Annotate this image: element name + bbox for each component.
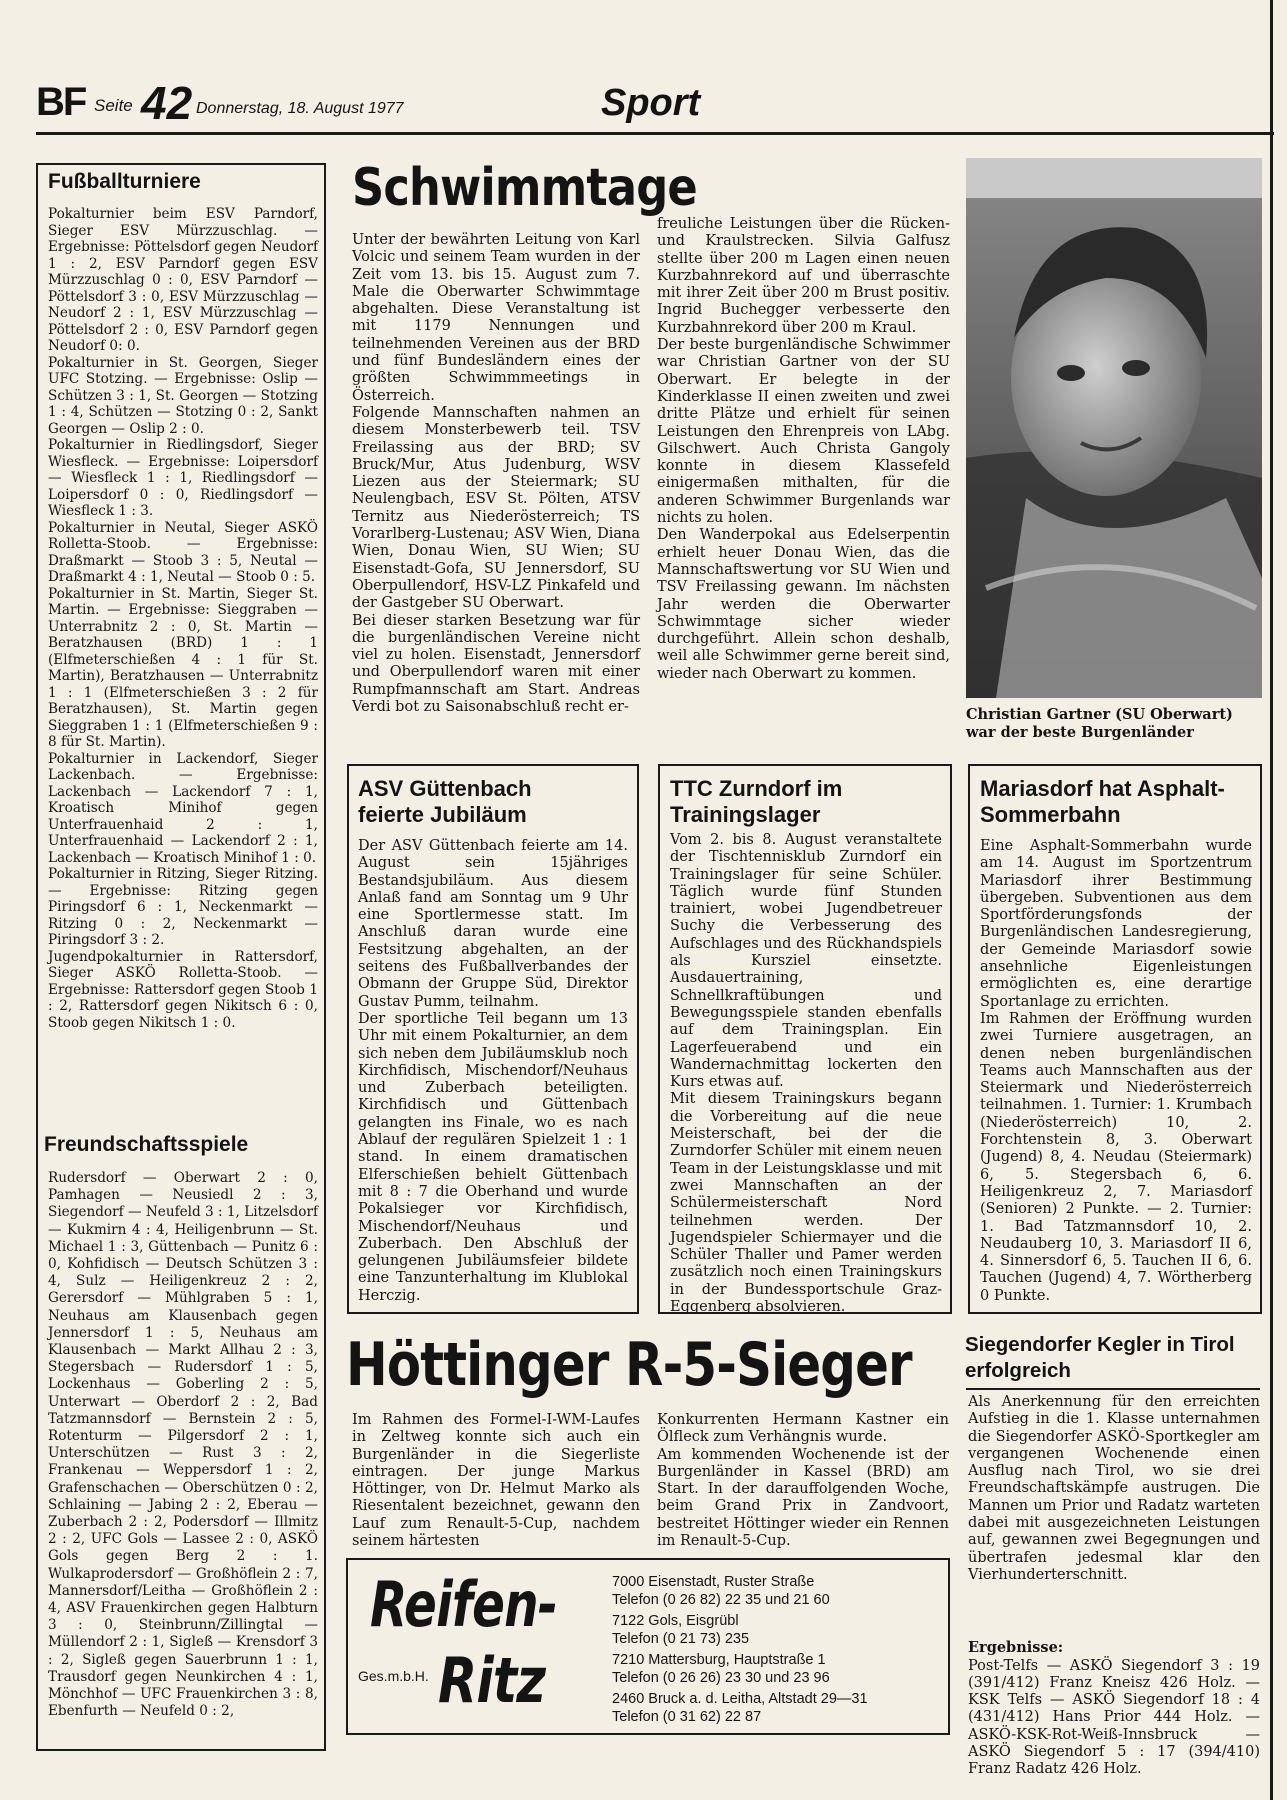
headline-siegendorf: Siegendorfer Kegler in Tirol erfolgreich — [965, 1333, 1235, 1382]
masthead-rule — [36, 132, 1274, 135]
guettenbach-text: Der ASV Güttenbach feierte am 14. August sein 15jähriges Bestandsjubiläum. Aus diesem Anlaß fand am Sonntag um 9 Uhr eine Sportlermesse statt. Im Anschluß daran wurde eine Festsitzung abgehalten, an der seitens des Fußballverbandes der Obmann der Gruppe Süd, Direktor Gustav Pumm, teilnahm. Der sportliche Teil begann um 13 Uhr mit einem Pokalturnier, an dem sich neben dem Jubiläumsklub noch Kirchfidisch, Mischendorf/Neuhaus und Zuberbach beteiligten. Kirchfidisch und Güttenbach gelangten ins Finale, wo es nach Ablauf der regulären Spielzeit 1 : 1 stand. In einem dramatischen Elferschießen behielt Güttenbach mit 8 : 7 die Oberhand und wurde Pokalsieger vor Kirchfidisch, Mischendorf/Neuhaus und Zuberbach. Den Abschluß der gelungenen Jubiläumsfeier bildete eine Tanzunterhaltung im Klublokal Herczig. — [358, 838, 628, 1304]
ad-brand-line1: Reifen- — [370, 1568, 558, 1641]
masthead — [36, 77, 1276, 138]
headline-schwimmtage: Schwimmtage — [352, 158, 697, 218]
ad-address-4: 2460 Bruck a. d. Leitha, Altstadt 29—31 Telefon (0 31 62) 22 87 — [612, 1691, 868, 1725]
freundschaftsspiele-text: Rudersdorf — Oberwart 2 : 0, Pamhagen — Neusiedl 2 : 3, Siegendorf — Neufeld 3 : 1, Litzelsdorf — Kukmirn 4 : 4, Heiligenbrunn — St. Michael 1 : 3, Güttenbach — Punitz 6 : 0, Kohfidisch — Deutsch Schützen 3 : 4, Sulz — Heiligenkreuz 2 : 2, Gerersdorf — Mühlgraben 5 : 1, Neuhaus am Klausenbach gegen Jennersdorf 1 : 5, Neuhaus am Klausenbach — Markt Allhau 2 : 3, Stegersbach — Rudersdorf 1 : 5, Lockenhaus — Goberling 2 : 5, Unterwart — Oberdorf 2 : 2, Bad Tatzmannsdorf — Bernstein 2 : 5, Rotenturm — Pilgersdorf 2 : 1, Unterschützen — Rust 3 : 2, Frankenau — Weppersdorf 1 : 2, Grafenschachen — Oberschützen 0 : 2, Schlaining — Jabing 2 : 2, Eberau — Zuberbach 2 : 2, Podersdorf — Illmitz 2 : 2, UFC Gols — Lassee 2 : 0, ASKÖ Gols gegen Berg 2 : 1. Wulkaprodersdorf — Großhöflein 2 : 7, Mannersdorf/Leitha — Großhöflein 2 : 4, ASV Frauenkirchen gegen Halbturn 3 : 0, Steinbrunn/Zillingtal — Müllendorf 2 : 1, Sigleß — Krensdorf 3 : 2, Sigleß gegen Sauerbrunn 1 : 1, Trausdorf gegen Neunkirchen 4 : 1, Mönchhof — UFC Frauenkirchen 3 : 8, Ebenfurth — Neufeld 0 : 2, — [48, 1170, 318, 1720]
ad-address-2: 7122 Gols, Eisgrübl Telefon (0 21 73) 235 — [612, 1613, 750, 1647]
ad-company-suffix: Ges.m.b.H. — [358, 1668, 429, 1684]
headline-mariasdorf: Mariasdorf hat Asphalt-Sommerbahn — [980, 776, 1225, 827]
zurndorf-text: Vom 2. bis 8. August veranstaltete der Tischtennisklub Zurndorf ein Trainingslager für seine Schüler. Täglich wurde fünf Stunden trainiert, wobei Jugendbetreuer Suchy die Verbesserung des Aufschlages und des Rückhandspiels als Kursziel einsetzte. Ausdauertraining, Schnellkraftübungen und Bewegungsspiele standen ebenfalls auf dem Trainingsplan. Ein Lagerfeuerabend und ein Wandernachmittag lockerten den Kurs etwas auf. Mit diesem Trainingskurs begann die Vorbereitung auf die neue Meisterschaft, bei der die Zurndorfer Schüler mit einem neuen Team in der Leistungsklasse und mit zwei Mannschaften an der Schülermeisterschaft Nord teilnehmen werden. Der Jugendspieler Schiermayer und die Schüler Thaller und Pamer werden zusätzlich noch einen Trainingskurs in der Bundessportschule Graz-Eggenberg absolvieren. — [670, 832, 942, 1316]
photo-caption: Christian Gartner (SU Oberwart) war der beste Burgenländer — [966, 706, 1233, 741]
right-edge-rule — [1270, 0, 1273, 1800]
date: Donnerstag, 18. August 1977 — [196, 100, 404, 117]
ad-address-3: 7210 Mattersburg, Hauptstraße 1 Telefon (0 26 26) 23 30 und 23 96 — [612, 1652, 830, 1686]
boy-swimmer-photo — [966, 158, 1262, 698]
heading-fussballturniere: Fußballturniere — [48, 170, 201, 193]
results-text: Post-Telfs — ASKÖ Siegendorf 3 : 19 (391/412) Franz Kneisz 426 Holz. — KSK Telfs — ASKÖ Siegendorf 18 : 4 (431/412) Hans Prior 444 Holz. — ASKÖ-KSK-Rot-Weiß-Innsbruck — ASKÖ Siegendorf 5 : 17 (394/410) Franz Radatz 426 Holz. — [968, 1657, 1260, 1778]
page-number: 42 — [141, 77, 193, 129]
ad-addresses — [612, 1574, 942, 1726]
schwimmtage-col2: freuliche Leistungen über die Rücken- und Kraulstrecken. Silvia Galfusz stellte über 200 m Lagen einen neuen Kurzbahnrekord auf und überraschte mit ihrer Zeit über 200 m Brust positiv. Ingrid Buchegger verbesserte den Kurzbahnrekord über 200 m Kraul. Der beste burgenländische Schwimmer war Christian Gartner von der SU Oberwart. Er belegte in der Kinderklasse II einen zweiten und zwei dritte Plätze und erhielt für seinen Leistungen den Ehrenpreis von LAbg. Gilschwert. Auch Christa Gangoly konnte in diesem Klassefeld einigermaßen mithalten, für die anderen Schwimmer Burgenlands war nichts zu holen. Den Wanderpokal aus Edelserpentin erhielt heuer Donau Wien, das die Mannschaftswertung vor SU Wien und TSV Freilassing gewann. Im nächsten Jahr werden die Oberwarter Schwimmtage sicher wieder durchgeführt. Allein schon deshalb, weil alle Schwimmer gerne bereit sind, wieder nach Oberwart zu kommen. — [657, 216, 950, 682]
ad-brand-line2: Ritz — [438, 1644, 546, 1717]
ad-address-1: 7000 Eisenstadt, Ruster Straße Telefon (0 26 82) 22 35 und 21 60 — [612, 1574, 830, 1608]
schwimmtage-col1: Unter der bewährten Leitung von Karl Volcic und seinem Team wurden in der Zeit vom 13. bis 15. August zum 7. Male die Oberwarter Schwimmtage abgehalten. Diese Veranstaltung ist mit 1179 Nennungen und teilnehmenden Vereinen aus der BRD und fünf Bundesländern eines der größten Schwimmmeetings in Österreich. Folgende Mannschaften nahmen an diesem Monsterbewerb teil. TSV Freilassing aus der BRD; SV Bruck/Mur, Atus Judenburg, WSV Liezen aus der Steiermark; SU Neulengbach, ESV St. Pölten, ATSV Ternitz aus Niederösterreich; TS Vorarlberg-Lustenau; ASV Wien, Diana Wien, Donau Wien, SU Wien; SU Eisenstadt-Gofa, SU Jennersdorf, SU Oberpullendorf, HSV-LZ Pinkafeld und der Gastgeber SU Oberwart. Bei dieser starken Besetzung war für die burgenländischen Vereine nicht viel zu holen. Eisenstadt, Jennersdorf und Oberpullendorf waren mit einer Rumpfmannschaft am Start. Andreas Verdi bot zu Saisonabschluß recht er- — [352, 232, 640, 716]
siegendorf-rule — [966, 1388, 1260, 1390]
logo: BF — [36, 80, 86, 124]
siegendorf-results — [968, 1622, 1260, 1779]
headline-hoettinger: Höttinger R-5-Sieger — [346, 1330, 912, 1400]
hoettinger-col1: Im Rahmen des Formel-I-WM-Laufes in Zeltweg konnte sich auch ein Burgenländer in die Siegerliste eintragen. Der junge Markus Höttinger, von Dr. Helmut Marko als Riesentalent bezeichnet, gewann den Lauf zum Renault-5-Cup, nachdem seinem härtesten — [352, 1412, 640, 1550]
fussballturniere-text: Pokalturnier beim ESV Parndorf, Sieger ESV Mürzzuschlag. — Ergebnisse: Pöttelsdorf gegen Neudorf 1 : 2, ESV Parndorf gegen ESV Mürzzuschlag 0 : 0, ESV Parndorf — Pöttelsdorf 3 : 0, ESV Mürzzuschlag — Neudorf 2 : 1, ESV Mürzzuschlag — Pöttelsdorf 2 : 0, ESV Parndorf gegen Neudorf 0: 0. Pokalturnier in St. Georgen, Sieger UFC Stotzing. — Ergebnisse: Oslip — Schützen 3 : 1, St. Georgen — Stotzing 1 : 4, Schützen — Stotzing 0 : 2, Sankt Georgen — Oslip 2 : 0. Pokalturnier in Riedlingsdorf, Sieger Wiesfleck. — Ergebnisse: Loipersdorf — Wiesfleck 1 : 1, Riedlingsdorf — Loipersdorf 0 : 0, Riedlingsdorf — Wiesfleck 1 : 3. Pokalturnier in Neutal, Sieger ASKÖ Rolletta-Stoob. — Ergebnisse: Draßmarkt — Stoob 3 : 5, Neutal — Draßmarkt 4 : 1, Neutal — Stoob 0 : 5. Pokalturnier in St. Martin, Sieger St. Martin. — Ergebnisse: Sieggraben — Unterrabnitz 2 : 0, St. Martin — Beratzhausen (BRD) 1 : 1 (Elfmeterschießen 4 : 1 für St. Martin), Beratzhausen — Unterrabnitz 1 : 1 (Elfmeterschießen 3 : 2 für Beratzhausen), St. Martin gegen Sieggraben 1 : 1 (Elfmeterschießen 9 : 8 für St. Martin). Pokalturnier in Lackendorf, Sieger Lackenbach. — Ergebnisse: Lackenbach — Lackendorf 7 : 1, Kroatisch Minihof gegen Unterfrauenhaid 2 : 1, Unterfrauenhaid — Lackendorf 2 : 1, Lackenbach — Kroatisch Minihof 1 : 0. Pokalturnier in Ritzing, Sieger Ritzing. — Ergebnisse: Ritzing gegen Piringsdorf 6 : 1, Neckenmarkt — Ritzing 0 : 2, Neckenmarkt — Piringsdorf 3 : 2. Jugendpokalturnier in Rattersdorf, Sieger ASKÖ Rolletta-Stoob. — Ergebnisse: Rattersdorf gegen Stoob 1 : 2, Rattersdorf gegen Nikitsch 6 : 0, Stoob gegen Nikitsch 1 : 0. — [48, 206, 318, 1031]
headline-guettenbach: ASV Güttenbach feierte Jubiläum — [358, 776, 532, 827]
hoettinger-col2: Konkurrenten Hermann Kastner ein Ölfleck zum Verhängnis wurde. Am kommenden Wochenende ist der Burgenländer in Kassel (BRD) am Start. In der darauffolgenden Woche, beim Grand Prix in Zandvoort, bestreitet Höttinger wieder ein Rennen im Renault-5-Cup. — [657, 1412, 949, 1550]
siegendorf-text: Als Anerkennung für den erreichten Aufstieg in die 1. Klasse unternahmen die Siegendorfer ASKÖ-Sportkegler am vergangenen Wochenende einen Ausflug nach Tirol, wo sie drei Freundschaftskämpfe austrugen. Die Mannen um Prior und Radatz warteten dabei mit ausgezeichneten Leistungen auf, gewannen zwei Begegnungen und übertrafen jedesmal klar den Vierhunderterschnitt. — [968, 1394, 1260, 1583]
mariasdorf-text: Eine Asphalt-Sommerbahn wurde am 14. August im Sportzentrum Mariasdorf ihrer Bestimmung übergeben. Subventionen aus dem Sportförderungsfonds der Burgenländischen Landesregierung, der Gemeinde Mariasdorf sowie ansehnliche Eigenleistungen ermöglichten es, eine derartige Sportanlage zu errichten. Im Rahmen der Eröffnung wurden zwei Turniere ausgetragen, an denen neben burgenländischen Teams auch Mannschaften aus der Steiermark und Niederösterreich teilnahmen. 1. Turnier: 1. Krumbach (Niederösterreich) 10, 2. Forchtenstein 8, 3. Oberwart (Jugend) 8, 4. Neudau (Steiermark) 6, 5. Stegersbach 6, 6. Heiligenkreuz 2, 7. Mariasdorf (Senioren) 2 Punkte. — 2. Turnier: 1. Bad Tatzmannsdorf 10, 2. Neudauberg 10, 3. Mariasdorf II 6, 4. Sinnersdorf 6, 5. Tauchen II 6, 6. Tauchen (Jugend) 4, 7. Wörtherberg 0 Punkte. — [980, 838, 1252, 1304]
heading-freundschaftsspiele: Freundschaftsspiele — [44, 1133, 249, 1156]
seite-label: Seite — [94, 96, 133, 115]
results-label: Ergebnisse: — [968, 1639, 1064, 1657]
section-title: Sport — [601, 82, 701, 124]
swimmer-photo — [966, 158, 1262, 698]
headline-zurndorf: TTC Zurndorf im Trainingslager — [670, 776, 843, 827]
